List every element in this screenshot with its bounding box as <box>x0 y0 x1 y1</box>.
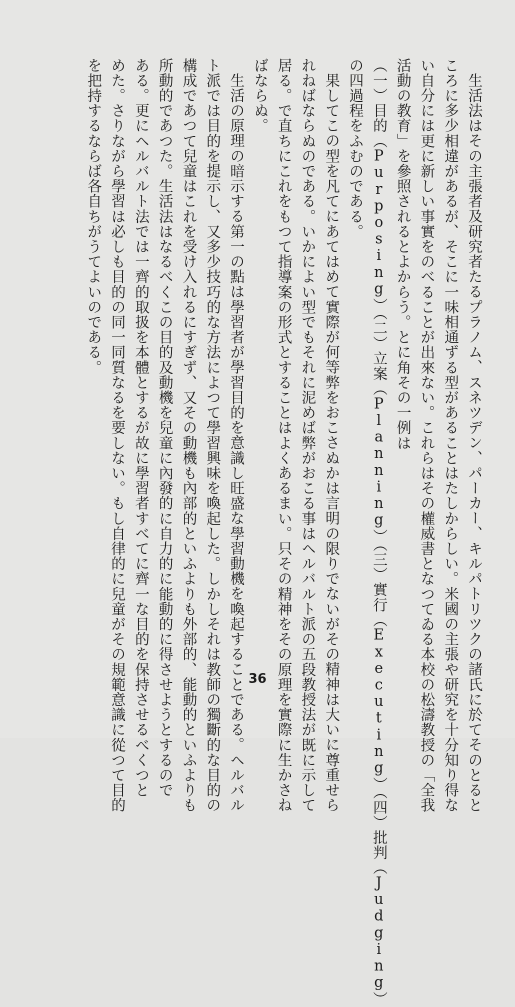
text-line: い自分には更に新しい事實をのべることが出來ない。これらはその權威書となつてゐる本校の松濤教授の「全我 <box>418 58 435 813</box>
text-line: 果してこの型を凡てにあてはめて實際が何等弊をおこさぬかは言明の限りでないがその精神は大いに尊重せら <box>323 73 340 813</box>
text-line: ばならぬ。 <box>251 58 268 134</box>
text-line: （一）目的（Purposing）（二）立案（Planning）（三）實行（Executing）（四）批判（Judging） <box>370 58 387 1007</box>
text-line: 生活の原理の暗示する第一の點は學習者が學習目的を意識し旺盛な學習動機を喚起することである。ヘルバル <box>228 73 245 813</box>
text-line: の四過程をふむのである。 <box>347 58 364 240</box>
text-line: 活動の教育」を參照されるとよからう。とに角その一例は <box>394 58 411 451</box>
text-line: ト派では目的を提示し、又多少技巧的な方法によつて學習興味を喚起した。しかしそれは教師の獨斷的な目的の <box>204 58 221 813</box>
text-line: 生活法はその主張者及研究者たるプラノム、スネツデン、パーカー、キルパトリツクの諸氏に於てそのとると <box>466 73 482 813</box>
page-number: 36 <box>248 672 267 687</box>
text-line: れねばならぬのである。いかによい型でもそれに泥めば弊がおこる事はヘルバルト派の五段教授法が既に示して <box>299 58 316 813</box>
text-line: 所動的であつた。生活法はなるべくこの目的及動機を兒童に內發的に自力的に能動的に得させようとするので <box>156 58 173 798</box>
text-line: 構成であつて兒童はこれを受け入れるにすぎず、又その動機も內部的といふよりも外部的、能動的といふよりも <box>180 58 197 813</box>
text-line: めた。さりながら學習は必しも目的の同一同質なるを要しない。もし自律的に兒童がその規範意識に從つて目的 <box>109 58 126 813</box>
text-line: 居る。で直ちにこれをもつて指導案の形式とすることはよくあるまい。只その精神をその原理を實際に生かさね <box>275 58 292 813</box>
text-line: ある。更にヘルバルト法では一齊的取扱を本體とするが故に學習者すべてに齊一な目的を保持させるべくつと <box>132 58 149 798</box>
text-line: ころに多少相違があるが、そこに一味相通ずる型があることはたしからしい。米國の主張や研究を十分知り得な <box>442 58 459 813</box>
text-line: を把持するならば各自ちがうてよいのである。 <box>85 58 102 376</box>
